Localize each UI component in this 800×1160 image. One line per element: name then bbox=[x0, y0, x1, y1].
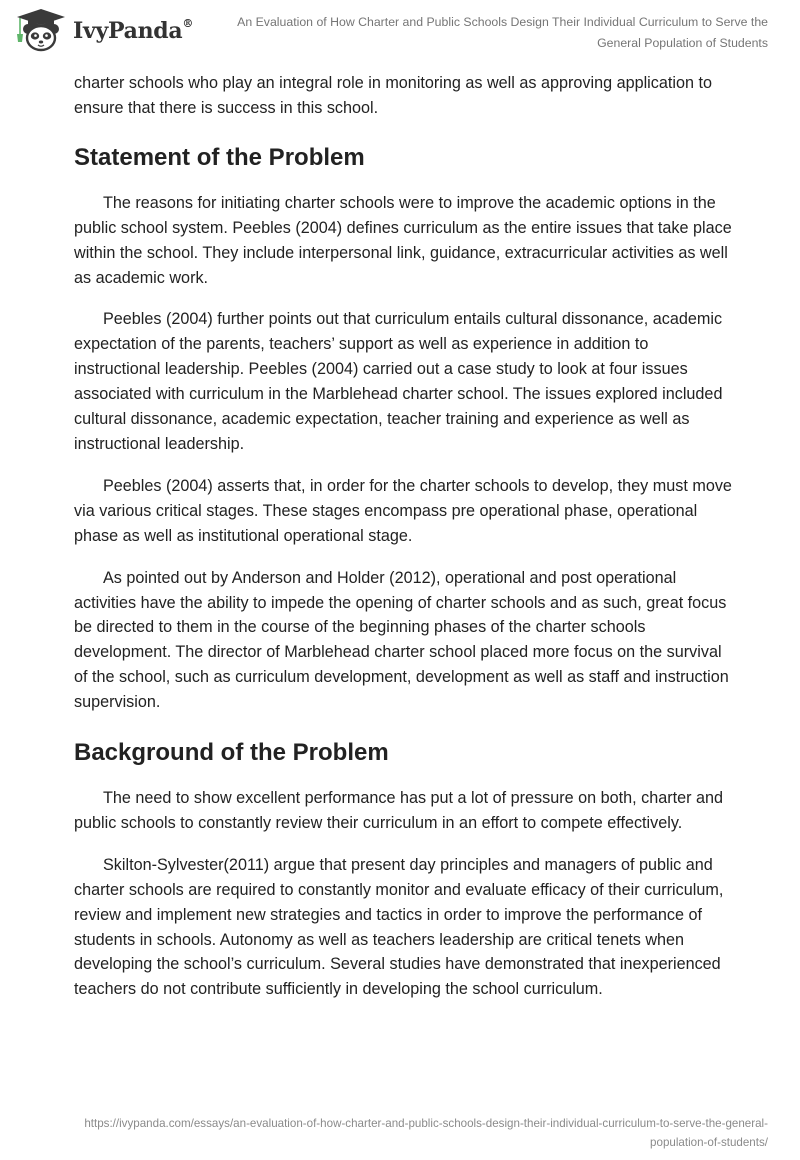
paragraph: Peebles (2004) further points out that curriculum entails cultural dissonance, academic expectation of the parents, teachers’ support as well as experience in addition to instructional leadership. Peebles (2004) carried out a case study to look at four issues associated with curriculum in the Marblehead charter school. The issues explored included cultural dissonance, academic expectation, teacher training and experience as well as instructional leadership. bbox=[74, 310, 723, 453]
brand-name: IvyPanda® bbox=[73, 16, 194, 44]
source-url[interactable] bbox=[8, 1114, 768, 1152]
section-heading-statement: Statement of the Problem bbox=[74, 143, 365, 171]
page-header bbox=[0, 0, 800, 60]
document-title-line: General Population of Students bbox=[597, 36, 768, 50]
paragraph: Peebles (2004) asserts that, in order for the charter schools to develop, they must move via various critical stages. These stages encompass pre operational phase, operational phase as well as institutional operational stage. bbox=[74, 476, 732, 545]
registered-mark: ® bbox=[182, 16, 194, 30]
paragraph: As pointed out by Anderson and Holder (2012), operational and post operational activities have the ability to impede the opening of charter schools and as such, great focus be directed to them in the course of the beginning phases of the charter schools development. The director of Marblehead charter school placed more focus on the survival of the school, such as curriculum development, development as well as staff and instruction supervision. bbox=[74, 568, 729, 712]
panda-graduate-icon bbox=[14, 8, 70, 52]
intro-paragraph: charter schools who play an integral role in monitoring as well as approving application to ensure that there is success in this school. bbox=[74, 74, 712, 117]
essay-body bbox=[74, 71, 734, 1002]
paragraph: The need to show excellent performance has put a lot of pressure on both, charter and public schools to constantly review their curriculum in an effort to compete effectively. bbox=[74, 789, 723, 832]
section-heading-background: Background of the Problem bbox=[74, 739, 389, 767]
document-title bbox=[208, 12, 768, 54]
paragraph: The reasons for initiating charter schools were to improve the academic options in the public school system. Peebles (2004) defines curriculum as the entire issues that take place within the school. They include interpersonal link, guidance, extracurricular activities as well as academic work. bbox=[74, 193, 732, 287]
document-title-line: An Evaluation of How Charter and Public Schools Design Their Individual Curriculum to Serve the bbox=[237, 15, 768, 29]
source-url-line: https://ivypanda.com/essays/an-evaluation-of-how-charter-and-public-schools-design-their-individual-curriculum-to-serve-the-general- bbox=[84, 1117, 768, 1130]
paragraph: Skilton-Sylvester(2011) argue that present day principles and managers of public and charter schools are required to constantly monitor and evaluate efficacy of their curriculum, review and implement new strategies and tactics in order to improve the performance of students in schools. Autonomy as well as teachers leadership are critical tenets when developing the school’s curriculum. Several studies have demonstrated that inexperienced teachers do not contribute sufficiently in developing the school curriculum. bbox=[74, 855, 724, 999]
ivypanda-logo[interactable] bbox=[14, 8, 194, 52]
source-url-line: population-of-students/ bbox=[650, 1136, 768, 1149]
